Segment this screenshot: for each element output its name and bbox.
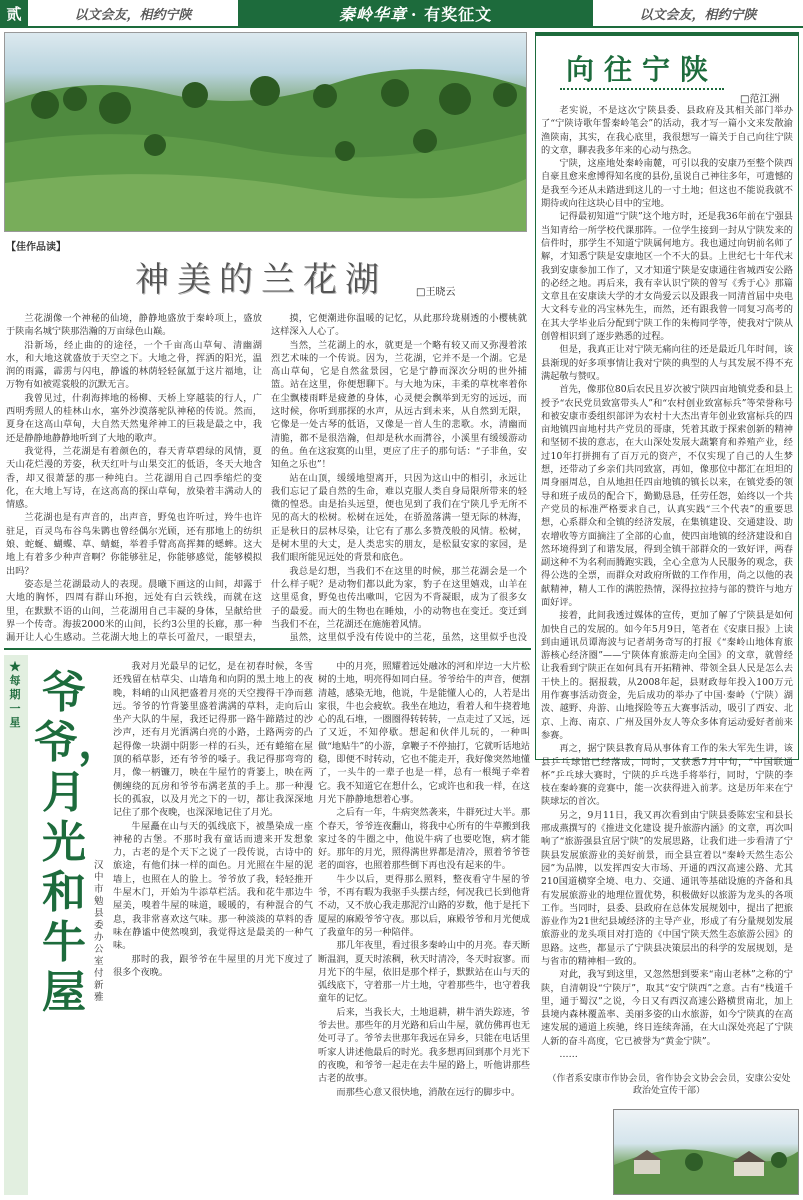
paragraph: 中的月亮，照耀着远处融冰的河和岸边一大片松树的土地，明亮得如同白昼。爷爷给牛的声音，便割清越，感染无地，他说，牛是能懂人心的，人若是出家很，牛也会疲软。我坐在地边，看着人和牛挠着地心的乱石堆，一圈圈得转转转，一点走过了又远，远了又近，不知停歇。想起和伙伴儿玩的，一种叫做“地贴牛”的小游，拿鞭子不停抽打，它就听话地站稳，即便不时转动，它也不能走开，我好像突然地懂了，一头牛的一辈子也是一样，总有一根绳子牵着它。我不知道它在想什么，它或许也和我一样，在这月光下静静地想着心事。: [318, 661, 530, 805]
article-author: □王晓云: [416, 287, 456, 298]
paragraph: 摸，它便潮进你温暖的记忆，从此那玲珑剔透的小樱桃就这样深入人心了。: [271, 313, 527, 338]
author-note: （作者系安康市作协会员，省作协会文协会会员，安康公安处政治处宣传干部）: [547, 1074, 791, 1096]
paragraph: 再之，据宁陕县教育局从事体育工作的朱大军先生讲，该县乒乓球馆已经落成，同时，又获悉7月中旬，“中国联通杯”乒乓球大赛时，宁陕的乒乓选手将举行，同时，宁陕的李枝在秦岭赛的竞赛中，能一次获得进入前茅。这是历年来在宁陕球坛的首次。: [541, 743, 793, 808]
meadow-photo: [4, 32, 527, 232]
page-number: 贰: [0, 0, 28, 27]
paragraph: 那时的我，跟爷爷在牛屋里的月光下度过了很多个夜晚。: [113, 953, 313, 978]
meadow-photo-art: [5, 33, 527, 232]
paragraph: 接着，此间我透过媒体的宣传，更加了解了宁陕县是如何加快自己的发展的。如今年5月9日，笔者在《安康日报》上读到由通讯员谭海波与记者胡务奇写的打报《“秦岭山地体育旅游核心经济圈”——宁陕体育旅游走向全国》的文章，就曾经让我看到宁陕正在如何具有开拓精神、带领全县人民是怎么去干快上的。据报载，从2008年起，县财政每年投入100万元用作赛事活动资金，先后成功的举办了中国·秦岭（宁陕）湖泼、越野、舟游、山地探险等五大赛事活动，吸引了西安、北京、上海、南京、广州及国外友人等众多体育运动爱好者前来参赛。: [541, 610, 793, 741]
article1-column-2: [271, 312, 527, 644]
column-band: [4, 655, 28, 1195]
paragraph: 之后有一年，牛病突然袭来，牛群死过大半。那个春天，爷爷连夜翻山，将我中心所有的牛草搬到我家过冬的牛圈之中，他说牛病了也要吃饱，病才能好。那年的月光，照得满世界都是清冷，照着爷爷苍老的面容，也照着那些倒下再也没有起来的牛。: [318, 807, 530, 872]
paragraph: 姿态是兰花湖最动人的表现。晨曦下画这的山间，却露于大地的胸怀，四周有群山环抱，远处有白云铁线，而就在这里，在默默不语的山间，兰花湖用自己丰凝的身体，呈献给世界一个传奇。海拔2000米的山间，长约3公里的长廊，那一种漏开让人心生感动。兰花湖大地上的草长可盈尺，一眼望去，: [6, 578, 262, 644]
page-header: [0, 0, 803, 28]
header-slogan-left: 以文会友，相约宁陕: [74, 7, 192, 23]
column-tag-star: ★每期一星: [9, 660, 21, 729]
article-title-lanhuahu: 神美的兰花湖: [135, 260, 387, 300]
header-slogan-right: 以文会友，相约宁陕: [639, 7, 757, 23]
paragraph: 对此，我写到这里，又忽然想到要来“南山老林”之称的宁陕，自清朝设“宁陕厅”，取其“安宁陕西”之意。古有“栈道千里，通于蜀汉”之说，今日又有西汉高速公路横贯南北，加上县境内森林覆盖率、美丽多姿的山水旅游，如今宁陕真的在高速发展的通道上疾驰，终日连续奔涌，在大山深处亮起了宁陕人新的奋斗高度，它已被誉为“黄金宁陕”。: [541, 969, 793, 1047]
paragraph: 牛屋矗在山与天的弧线底下，被墨染成一座神秘的古堡。不那时我有童话而遗来开发想象力，古老的是个天下之说了一段传说，古诗中的旅途，有他们抹一样的面色。月光照在牛屋的泥墙上，也照在人的脸上。爷爷放了我，轻轻推开牛屋木门，开始为牛添草栏活。我和花牛那边牛屋美，嗅着牛屋的味道，暖暖的，有种混合的气息，我非常喜欢这气味。那一种淡淡的草料的香味在静谧中使然嗅到，我觉得这是最美的一种气味。: [113, 820, 313, 952]
article3-column-1: [113, 660, 313, 1196]
paragraph: 站在山顶，缓缓地望离开，只因为这山中的相引，永远让我们忘记了最自然的生命，难以克服人类自身局限所带来的轻微的惶恐。由是抬头远望，便也见到了我们在宁陕几乎无所不见的高大的松树。松树在远处，在骄盈落满一望无际的林海，正是秋日的层林尽染，让它有了那么多赞茂般的风情。松树，是树木里的大丈，是人类忠实的朋友，是松鼠安家的家园，是我们眼所能见远处的背景和底色。: [271, 472, 527, 564]
paragraph: 老实说，不是这次宁陕县委、县政府及其相关部门举办了“宁陕诗歌年誓秦岭笔会”的活动，我才写一篇小文来发散渝渔陕南，其实，在我心底里，我很想写一篇关于自己向往宁陕的文章，聊表我多年来的心动与热念。: [541, 105, 793, 156]
paragraph: 兰花湖也是有声音的，出声音，野兔也许听过，羚牛也许驻足，百灵鸟布谷鸟朱鹮也曾经偶尔光顾，还有那地上的纺织娘、蛇蜒、蝴蝶、草、蜻蜓，举着手臂高高挥舞的蟋蟀。这大地上有着多少种声音啊？你能够驻足，你能够感觉，能够模拟出吗？: [6, 512, 262, 577]
village-photo-art: [614, 1110, 799, 1195]
article1-column-1: [6, 312, 262, 644]
paragraph: ……: [559, 1049, 578, 1061]
paragraph: 我对月光最早的记忆，是在初春时候，冬雪还残留在枯草尖、山墙角和向阴的黑土地上的夜晚，料峭的山风把盛着月亮的天空搜得干净而慈远。爷爷的竹背篓里盛着满满的草料，走向后山坐产大队的牛屋，我还记得那一路牛蹄踏过的沙沙声，还有月光洒满白亮的小路，土路两旁的凸起得像一块湖中阴影一样的石头，还有蜷缩在屋顶的稻草影，还有爷爷的嗓子。我记得那弯弯的月，像一柄镰刀，映在牛屋竹的背篓上，映在两侧缠绕的瓦房和爷爷布满老茧的手上。那一种漫长的孤寂，以及月光之下的一切，都让我深深地记住了那个夜晚，也深深地记住了月光。: [113, 661, 313, 819]
paragraph: 牛少以后，更得那么照料，整夜看守牛屋的爷爷，不再有暇为我驱手头摆古经，何况我已长到他背不动，又不放心我走那泥泞山路的岁数，他于是托下厦屋的麻殿爷爷守夜。那以后，麻殿爷爷和月光便成了我童年的另一种陪伴。: [318, 873, 530, 938]
paragraph: 虽然，这里似乎没有传说中的兰花，虽然，这里似乎也没: [289, 632, 527, 644]
paragraph: 后来，当我长大，土地退耕，耕牛消失踪迹，爷爷去世。那些年的月光路和后山牛屋，就仿佛再也无处可寻了。爷爷去世那年我远在异乡，只能在电话里听家人讲述他最后的时光。我多想再回到那个月光下的夜晚，和爷爷一起走在去牛屋的路上，听他讲那些古老的故事。: [318, 1006, 530, 1085]
paragraph: 我总是幻想，当我们不在这里的时候，那兰花湖会是一个什么样子呢？是动物们都以此为家，豹子在这里嬉戏，山羊在这里觅食，野兔也传出嗽叫，它因为不背凝眼，成为了很多女子的最爱。而大的生物也在睡烛，小的动物也在变迁。变迁到当我们不在，兰花湖还在施施着风情。: [271, 565, 527, 630]
brand-script: 秦岭华章: [338, 4, 407, 24]
article-title-xiangwang: 向往宁陕: [560, 48, 724, 90]
paragraph: 我曾见过，什刹海摔地的杨柳、天桥上穿越装的行人，广西明秀照人的桂林山水，塞外沙漠落驼队神秘的传说。然而，夏身在这高山草甸，大自然天然鬼斧神工的巨栽是最之中，我还是静静地静静地听到了大地的歌声。: [6, 392, 262, 444]
paragraph: 首先，像那位80后农民且岁次被宁陕四亩地镇党委和县上授予“农民党员致富带头人”和“农村创业致富标兵”等荣誉称号和被安康市委组织部评为农村十大杰出青年创业致富标兵的四亩地镇四亩地村共产党员的哥康，凭着其敢于探索创新的精神和坚韧不拔的意志，在大山深处发展大蔬繁育和养殖产业，经过10年打拼拥有了百万元的资产，不仅实现了自己的人生梦想，还带动了乡亲们共同致富，再如，像那位中都汇在坦坦的周身丽周总，自从地担任四亩地镇的镇长以来，在镇党委的领导和班子成员的配合下，勤勤恳恳，任劳任怨，始终以一个共产党员的标准严格要求自己，认真实践“三个代表”的重要思想，心系群众和全镇的经济发展，在集镇建设、交通建设、助农增收等方面摘注了全部的心血，使四亩地镇的经济建设和自然环境得到了和谐发展，得到全镇干部群众的一致好评，两春副这种不为名利而腾跑实践，全心全意为人民服务的观念，获得公选的全票，而群众对政府所做的工作作用，尚之以他的表献精神，精人工作的满腔热情，深得拉拉持与部的赞许与地方面好评。: [541, 384, 793, 608]
column-label: 【佳作品读】: [6, 242, 66, 253]
section-divider: [4, 648, 531, 650]
paragraph: 但是，我真正让对宁陕无痛向往的还是最近几年时间，该县渐现的好多项事情让我对宁陕的典型的人与其发展不得不充满起敬与赞叹。: [541, 344, 793, 382]
article-title-yeye: 爷爷，月光和牛屋: [34, 667, 122, 1018]
article2-body: [541, 104, 793, 1070]
paragraph: 沿新场，经止曲的的途径，一个千亩高山草甸、清幽湖水，和大地这就盛放于天空之下。大地之骨，挥洒的阳光，温润的雨露，霹雳与闪电，静谧的林荫轻轻氤氲于这片福地，让万物有如被霓裳般的沉默无言。: [6, 339, 262, 391]
header-brand: [238, 0, 593, 27]
paragraph: 而那些心意又很快地，消散在远行的脚步中。: [336, 1086, 521, 1098]
paragraph: 记得最初知道“宁陕”这个地方时，还是我36年前在宁强县当知青给一所学校代课那阵。一位学生接到一封从宁陕发来的信件时，那学生不知道宁陕属何地方。我也通过向钥前名师了解，才知悉宁陕是安康地区一个不大的县。上世纪七十年代末我到安康参加工作了，又才知道宁陕是安康通往省城西安公路的必经之地。再后来，我有幸认识宁陕的曾写《秀于心》那篇文章且在安康读大学的才女尚爱云以及跟我一同清首届中央电大文科专业的冯宝林先生，而然，还有跟我曾一同复习高考的在其大学毕业后分配到宁陕工作的朱梅同学等，使我对宁陕从创曾相识到了逐步熟悉的过程。: [541, 211, 793, 343]
article3-author: 汉中市勉县委办公室 付新雅: [94, 860, 104, 1003]
brand-rest: · 有奖征文: [410, 4, 493, 24]
paragraph: 另之，9月11日，我又再次看到由宁陕县委陈宏宝和县长邢成燕撰写的《推进文化建设 提升旅游内涵》的文章，再次叫响了“旅游强县宜居宁陕”的发展思路，让我们进一步看清了宁陕县发展旅游业的美好前景，而全县宣着以“秦岭天然生态公园”为品牌，以发挥西安大市场、开通的西汉高速公路、尤其210国道横穿全境、电力、交通、通讯等基础设施的齐备和具有发展旅游业的地理位置优势，积极做好以旅游为龙头的各项工作。当同时，县委、县政府在总体发展规划中，提出了把旅游业作为21世纪县域经济的主导产业，形成了有分量规划发展旅游业的龙头项目对打造的《中国宁陕天然生态旅游公园》的思路。这些，都显示了宁陕县决策层出的科学的发展规划，是与省市的精神相一致的。: [541, 809, 793, 967]
paragraph: 我觉得，兰花湖是有着颜色的，春天青草碧绿的风情，夏天山花烂漫的芳姿，秋天红叶与山果交汇的低语，冬天大地含香，却又很萧瑟的那一种纯白。兰花湖用自己四季缩烂的变化，在大地上写诗，在这高高的探山草甸，放染着丰满动人的情感。: [6, 445, 262, 511]
paragraph: 兰花湖像一个神秘的仙境，静静地盛放于秦岭项上，盛放于陕南名城宁陕那浩瀚的万亩绿色山巅。: [6, 313, 262, 338]
paragraph: 那几年夜里，看过很多秦岭山中的月亮。春天断断温润，夏天时浓稠，秋天时清冷，冬天时寂寥。而月光下的牛屋，依旧是那个样子，默默站在山与天的弧线底下，守着那一片土地，守着那些牛，也守着我童年的记忆。: [318, 940, 530, 1005]
paragraph: 当然，兰花湖上的水，就更是一个略有较又而又弥漫着浓烈艺术味的一个传说。因为，兰花湖，它并不是一个湖。它是高山草甸，它是自然盆景园，它是宁静而深次分明的世外捕篮。站在这里，你便想聊下。与大地为床，丰柔的草枕率着你在尘飘楼雨畔是疲惫的身体，心灵便会飘举到无穷的远远，而这时候，你听到那探的水声，从远古到未来，从自然到无限，它像是一处古琴的低语，又像是一首人生的悲歌。水，清幽而清脆，都不是很浩瀚，但却是秋水而潸谷，小溪里有缓缓游动的鱼。鱼在这寂寞的山里，更应了庄子的那句话：“子非鱼，安知鱼之乐也”！: [271, 339, 527, 471]
article2-author: □范江洲: [740, 94, 780, 105]
village-photo: [613, 1109, 799, 1195]
paragraph: 宁陕，这座地处秦岭南麓，可引以我的安康乃至整个陕西自豪且愈来愈博得知名度的县份,虽说自己神往多年，可遗憾的是我至今还从未踏进到这儿的一寸土地；但这也不能说我就不期待或向往这块心目中的宝地。: [541, 158, 793, 210]
article3-column-2: [318, 660, 530, 1196]
